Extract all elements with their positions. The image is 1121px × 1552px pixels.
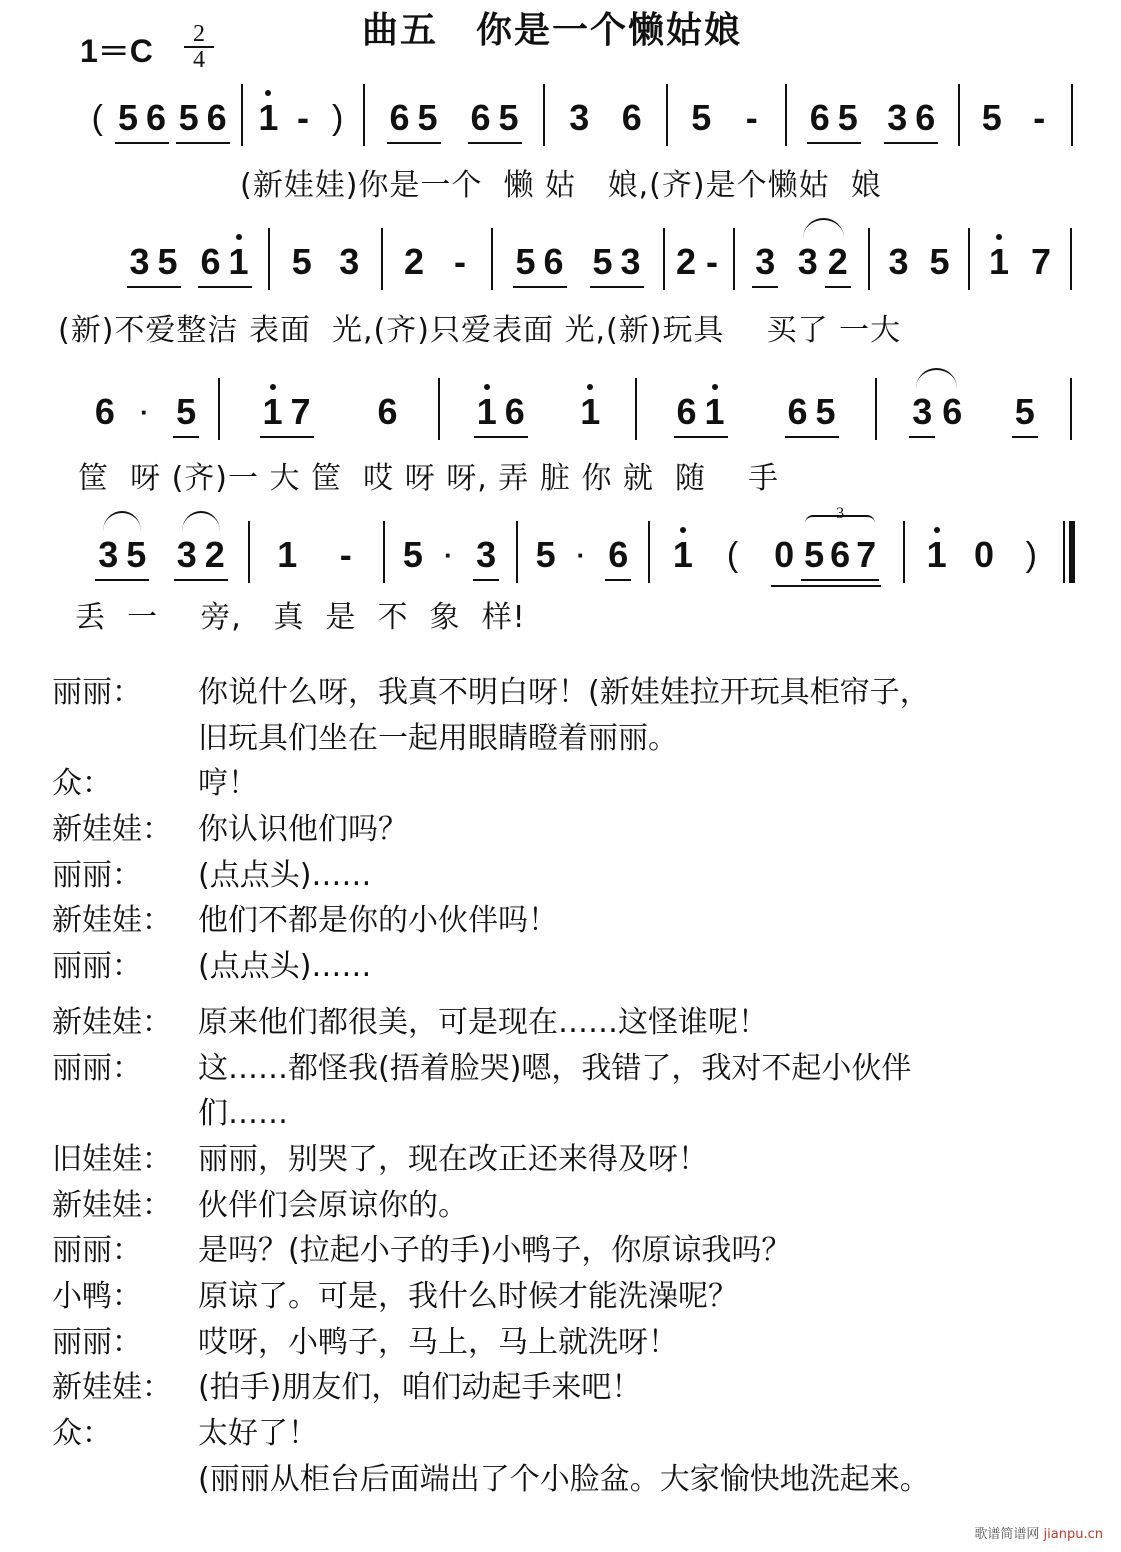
lyric-line: 筐 呀 (齐)一 大 筐 哎 呀 呀, 弄 脏 你 就 随 手	[78, 461, 780, 496]
underline-group	[785, 382, 839, 438]
dialogue-line	[52, 855, 1112, 901]
note: 3	[176, 534, 197, 575]
speaker: 新娃娃：	[52, 1187, 172, 1223]
note: 6	[608, 534, 629, 575]
underline-group	[473, 525, 499, 581]
speaker	[52, 1093, 198, 1139]
barline	[1070, 378, 1072, 440]
dialogue-text: (点点头)……	[198, 857, 372, 893]
measure	[970, 232, 1070, 296]
dialogue-text: (丽丽从柜台后面端出了个小脸盆。大家愉快地洗起来。	[198, 1461, 930, 1497]
time-signature	[184, 22, 214, 72]
note: 5	[929, 241, 950, 282]
underline-group	[605, 525, 631, 581]
dialogue-line	[52, 1139, 1112, 1185]
dialogue-line	[52, 1276, 1112, 1322]
dialogue-text: 原谅了。可是，我什么时候才能洗澡呢？	[198, 1278, 738, 1314]
note: 3	[569, 97, 590, 138]
note: 7	[856, 534, 877, 575]
rest: 0	[774, 534, 795, 575]
dialogue-line	[52, 672, 1112, 718]
speaker: 新娃娃：	[52, 1004, 172, 1040]
note: 6	[206, 97, 227, 138]
underline-group	[1012, 382, 1038, 438]
note-high: 1	[926, 525, 948, 575]
speaker: 众：	[52, 1416, 112, 1451]
dialogue-text: 哼！	[198, 766, 258, 802]
dialogue-text: 们……	[198, 1096, 288, 1132]
time-signature-top: 2	[184, 22, 214, 48]
speaker: 丽丽：	[52, 1233, 142, 1269]
underline-group	[909, 382, 935, 438]
dialogue-line	[52, 1322, 1112, 1368]
dash-extension: -	[706, 241, 718, 282]
dialogue-line	[52, 946, 1112, 992]
underline-group	[176, 88, 230, 144]
bracket: (	[91, 99, 103, 137]
note-high: 1	[476, 382, 498, 432]
note: 5	[837, 97, 858, 138]
note: 6	[389, 97, 410, 138]
dialogue-line	[52, 900, 1112, 946]
speaker: 丽丽：	[52, 1050, 142, 1086]
note: 3	[755, 241, 776, 282]
dialogue-line	[52, 809, 1112, 855]
note: 5	[1014, 391, 1035, 432]
note: 6	[145, 97, 166, 138]
underline-group	[173, 382, 199, 438]
watermark	[974, 1523, 1103, 1542]
speaker: 丽丽：	[52, 675, 142, 710]
note: 5	[515, 241, 536, 282]
speaker: 小鸭：	[52, 1278, 142, 1314]
dialogue-text: 太好了！	[198, 1416, 318, 1451]
dialogue-line	[52, 1002, 1112, 1048]
note: 3	[339, 241, 360, 282]
measure	[518, 525, 648, 589]
bracket: (	[726, 536, 739, 574]
note: 3	[797, 241, 818, 282]
dialogue-line	[52, 1185, 1112, 1231]
underline-group	[115, 88, 169, 144]
note-high: 1	[257, 88, 279, 138]
song-title: 曲五 你是一个懒姑娘	[362, 10, 743, 51]
dialogue-text: 你认识他们吗？	[198, 812, 408, 848]
dialogue-line	[52, 718, 1112, 764]
dialogue-line	[52, 1367, 1112, 1413]
dialogue-line	[52, 1230, 1112, 1276]
underline-group	[801, 505, 879, 581]
underline-group	[807, 88, 861, 144]
note: 5	[815, 391, 836, 432]
dash-extension: -	[339, 534, 352, 575]
underline-group	[513, 232, 567, 288]
underline-group	[825, 232, 851, 288]
dialogue-text: (拍手)朋友们，咱们动起手来吧！	[198, 1370, 642, 1406]
speaker: 丽丽：	[52, 1324, 142, 1360]
measure	[668, 88, 785, 152]
score-row	[75, 382, 1072, 452]
barline	[1071, 84, 1073, 146]
speaker: 旧娃娃：	[52, 1141, 172, 1177]
lyric-line: (新娃娃)你是一个 懒 姑 娘,(齐)是个懒姑 娘	[240, 168, 882, 203]
note-high: 1	[672, 525, 694, 575]
note: 7	[290, 391, 311, 432]
dash-extension: -	[745, 97, 758, 138]
note: 6	[621, 97, 642, 138]
note: 5	[498, 97, 519, 138]
dialogue-line	[52, 1093, 1112, 1139]
note: 6	[543, 241, 564, 282]
dialogue-text: 是吗？(拉起小子的手)小鸭子，你原谅我吗？	[198, 1233, 792, 1269]
note: 5	[535, 534, 556, 575]
note-high: 1	[988, 232, 1010, 282]
dialogue-text: 旧玩具们坐在一起用眼睛瞪着丽丽。	[198, 720, 678, 756]
measure	[637, 382, 875, 446]
augmentation-dot: ·	[140, 397, 149, 427]
dialogue-line	[52, 763, 1112, 809]
note: 2	[204, 534, 225, 575]
note: 5	[126, 534, 147, 575]
slur-group	[909, 382, 963, 438]
bracket: )	[331, 99, 344, 137]
underline-group	[884, 88, 938, 144]
dialogue-text: 伙伴们会原谅你的。	[198, 1187, 468, 1223]
underline-group	[674, 382, 728, 438]
bracket: )	[1025, 536, 1037, 574]
measure	[545, 88, 666, 152]
watermark-url: jianpu.cn	[1043, 1527, 1103, 1542]
underline-group	[474, 382, 528, 438]
speaker: 众：	[52, 766, 112, 802]
dialogue-line	[52, 1048, 1112, 1094]
augmentation-dot: ·	[576, 540, 586, 570]
note: 5	[691, 97, 712, 138]
measure	[220, 382, 438, 446]
note: 2	[827, 241, 848, 282]
note: 5	[592, 241, 613, 282]
barline	[1070, 228, 1072, 290]
note: 5	[804, 534, 825, 575]
measure	[735, 232, 868, 296]
note-high: 1	[262, 382, 284, 432]
underline-group	[174, 525, 228, 581]
underline-group	[752, 232, 778, 288]
note: 5	[117, 97, 138, 138]
dialogue-text: 他们不都是你的小伙伴吗！	[198, 903, 558, 939]
note: 5	[291, 241, 312, 282]
note: 2	[403, 241, 425, 282]
note: 6	[470, 97, 491, 138]
note: 1	[277, 534, 298, 575]
note: 3	[620, 241, 641, 282]
note: 6	[915, 97, 936, 138]
note: 3	[912, 391, 933, 432]
note: 6	[504, 391, 525, 432]
note: 5	[176, 391, 197, 432]
dialogue-text: 这……都怪我(捂着脸哭)嗯，我错了，我对不起小伙伴	[198, 1050, 912, 1086]
dialogue-line	[52, 1413, 1112, 1459]
note: 6	[787, 391, 808, 432]
note: 2	[675, 241, 697, 282]
speaker: 丽丽：	[52, 949, 142, 985]
underline-group	[771, 505, 881, 587]
dialogue-text: 哎呀，小鸭子，马上，马上就洗呀！	[198, 1324, 678, 1360]
note: 6	[377, 391, 398, 432]
note: 5	[157, 241, 178, 282]
lyric-line: 丢 一 旁, 真 是 不 象 样!	[75, 600, 526, 635]
note: 6	[200, 241, 221, 282]
score-row	[75, 88, 1073, 158]
measure	[365, 88, 543, 152]
note: 6	[809, 97, 830, 138]
note: 7	[1030, 241, 1052, 282]
slur-group	[97, 525, 147, 575]
note-high: 1	[579, 382, 601, 432]
measure	[905, 525, 1063, 589]
key-signature: 1＝C	[80, 33, 153, 69]
dialogue-text: 丽丽，别哭了，现在改正还来得及呀！	[198, 1141, 708, 1177]
underline-group	[468, 88, 522, 144]
note-high: 1	[228, 232, 250, 282]
measure	[787, 88, 958, 152]
speaker: 新娃娃：	[52, 812, 172, 848]
note: 3	[888, 241, 909, 282]
measure	[75, 88, 241, 152]
dialogue-text: 你说什么呀，我真不明白呀！(新娃娃拉开玩具柜帘子，	[198, 675, 930, 710]
underline-group	[590, 232, 644, 288]
measure	[75, 382, 218, 446]
measure	[960, 88, 1071, 152]
measure	[75, 525, 248, 589]
dash-extension: -	[454, 241, 466, 282]
dialogue-text: 原来他们都很美，可是现在……这怪谁呢！	[198, 1004, 768, 1040]
speaker: 丽丽：	[52, 857, 142, 893]
dash-extension: -	[1033, 97, 1046, 138]
speaker	[52, 718, 198, 764]
measure	[385, 525, 516, 589]
slur-group	[797, 232, 851, 288]
note: 5	[981, 97, 1002, 138]
note-high: 1	[704, 382, 726, 432]
score-row	[110, 232, 1072, 302]
underline-group	[198, 232, 252, 288]
measure	[870, 232, 968, 296]
speaker: 新娃娃：	[52, 903, 172, 939]
note: 3	[129, 241, 150, 282]
note: 6	[94, 391, 115, 432]
time-signature-bottom: 4	[193, 47, 205, 73]
dialogue	[52, 672, 1112, 1504]
speaker: 新娃娃：	[52, 1370, 172, 1406]
measure	[243, 88, 363, 152]
measure	[440, 382, 635, 446]
underline-group	[95, 525, 149, 581]
measure	[650, 505, 903, 589]
note: 3	[476, 534, 497, 575]
watermark-name: 歌谱简谱网	[974, 1527, 1040, 1542]
underline-group	[387, 88, 441, 144]
note: 5	[178, 97, 199, 138]
lyric-line: (新)不爱整洁 表面 光,(齐)只爱表面 光,(新)玩具 买了 一大	[58, 313, 902, 348]
note: 6	[676, 391, 697, 432]
underline-group	[260, 382, 314, 438]
dialogue-text: (点点头)……	[198, 949, 372, 985]
note: 5	[402, 534, 423, 575]
final-barline	[1063, 521, 1075, 583]
triplet-label: 3	[836, 505, 845, 522]
augmentation-dot: ·	[444, 540, 453, 570]
measure	[110, 232, 268, 296]
note: 6	[830, 534, 851, 575]
slur-group	[176, 525, 226, 575]
dialogue-line	[52, 1459, 1112, 1505]
dash-extension: -	[296, 97, 309, 138]
measure	[665, 232, 733, 296]
note: 3	[98, 534, 119, 575]
note: 5	[417, 97, 438, 138]
measure	[270, 232, 381, 296]
note: 6	[942, 391, 963, 432]
measure	[493, 232, 663, 296]
speaker	[52, 1459, 198, 1505]
measure	[250, 525, 383, 589]
score-row	[75, 505, 1075, 595]
rest: 0	[973, 534, 994, 575]
measure	[877, 382, 1070, 446]
measure	[383, 232, 491, 296]
underline-group	[127, 232, 181, 288]
note: 3	[887, 97, 908, 138]
triplet-group	[803, 505, 877, 575]
